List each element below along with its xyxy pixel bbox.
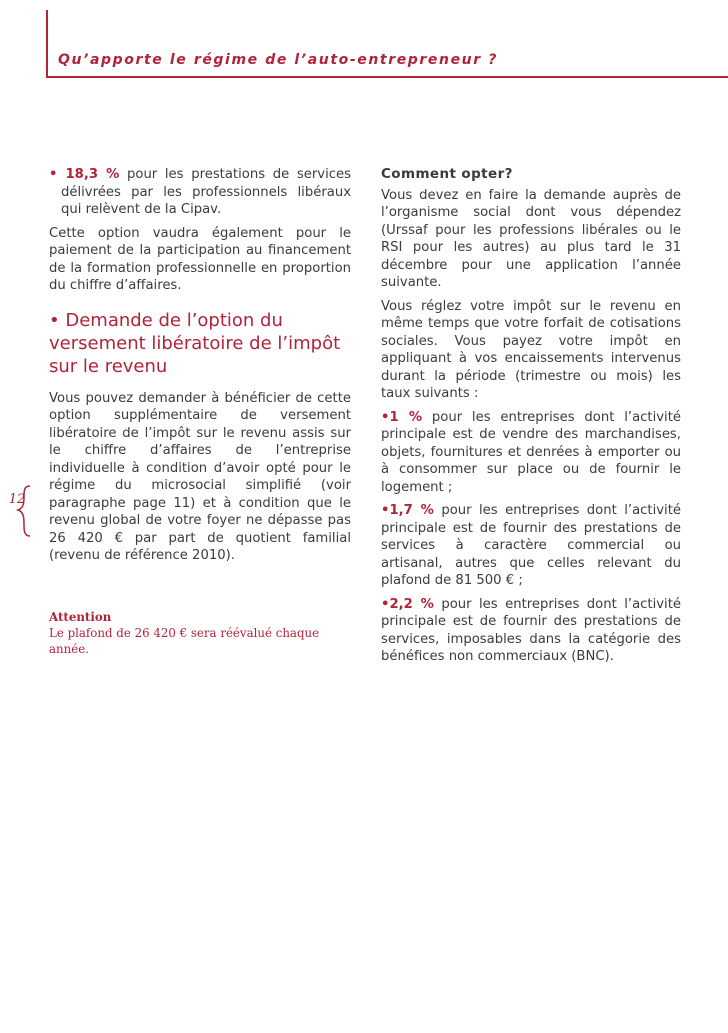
paragraph: Vous pouvez demander à bénéficier de cette option supplémentaire de versement libératoire de l’impôt sur le revenu assis sur le chiffre d’affaires de l’entreprise individuelle à condition d’avoir opté pour le régime du microsocial simplifié (voir paragraphe page 11) et à condition que le revenu global de votre foyer ne dépasse pas 26 420 € par part de quotient familial (revenu de référence 2010). (49, 390, 351, 563)
attention-note (49, 609, 351, 657)
rate-value: 18,3 % (65, 167, 120, 182)
rate-item-bnc: •2,2 % pour les entreprises dont l’activité principale est de fournir des prestations de services, imposables dans la catégorie des bénéfices non commerciaux (BNC). (381, 596, 681, 664)
subsection-heading: Comment opter? (381, 166, 513, 182)
paragraph: Vous devez en faire la demande auprès de l’organisme social dont vous dépendez (Urssaf pour les professions libérales ou le RSI pour les autres) au plus tard le 31 décembre pour une application l’année suivante. (381, 187, 681, 290)
attention-title: Attention (49, 609, 112, 624)
rate-value: 2,2 % (389, 596, 434, 612)
left-column (49, 166, 351, 657)
section-heading: • Demande de l’option du versement libératoire de l’impôt sur le revenu (49, 309, 341, 377)
rate-description: pour les prestations de services délivrées par les professionnels libéraux qui relèvent de la Cipav. (61, 167, 351, 217)
rate-description: pour les entreprises dont l’activité principale est de fournir des prestations de services à caractère commercial ou artisanal, autres que celles relevant du plafond de 81 500 € ; (381, 503, 681, 588)
right-column (381, 166, 681, 672)
rate-value: 1 % (389, 409, 423, 425)
rate-item-services: •1,7 % pour les entreprises dont l’activité principale est de fournir des prestations de services à caractère commercial ou artisanal, autres que celles relevant du plafond de 81 500 € ; (381, 503, 681, 588)
rate-description: pour les entreprises dont l’activité principale est de vendre des marchandises, objets, fournitures et denrées à emporter ou à consommer sur place ou de fournir le logement ; (381, 409, 681, 495)
paragraph: Vous réglez votre impôt sur le revenu en même temps que votre forfait de cotisations sociales. Vous payez votre impôt en appliquant à vos encaissements intervenus durant la période (trimestre ou mois) les taux suivants : (381, 298, 681, 401)
paragraph: Cette option vaudra également pour le paiement de la participation au financement de la formation professionnelle en proportion du chiffre d’affaires. (49, 225, 351, 293)
rate-item-goods: •1 % pour les entreprises dont l’activité principale est de vendre des marchandises, objets, fournitures et denrées à emporter ou à consommer sur place ou de fournir le logement ; (381, 409, 681, 495)
rate-value: 1,7 % (389, 503, 434, 518)
page-number-tab (0, 484, 32, 538)
rate-description: pour les entreprises dont l’activité principale est de fournir des prestations de services, imposables dans la catégorie des bénéfices non commerciaux (BNC). (381, 596, 681, 664)
page-header (46, 10, 728, 78)
page-number: 12 (8, 492, 26, 507)
page-title: Qu’apporte le régime de l’auto-entrepreneur ? (58, 52, 498, 68)
rate-item-cipav: • 18,3 % pour les prestations de services délivrées par les professionnels libéraux qui relèvent de la Cipav. (49, 167, 351, 217)
attention-text: Le plafond de 26 420 € sera réévalué chaque année. (49, 625, 320, 656)
